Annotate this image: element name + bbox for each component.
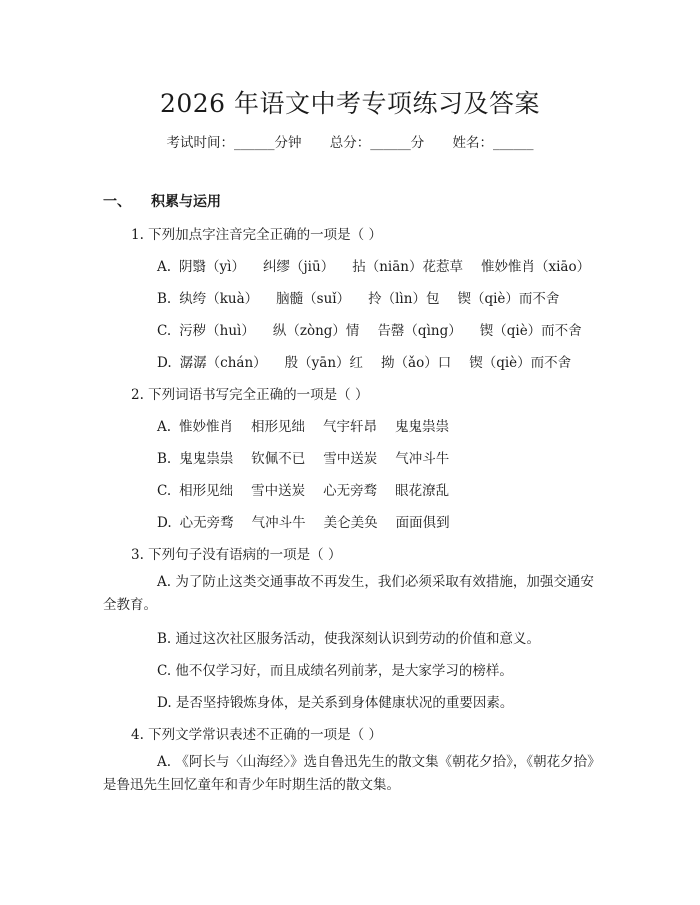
section-title: 积累与运用 [151, 194, 221, 210]
option-letter: C. [157, 483, 172, 499]
option-letter: B. [157, 291, 172, 307]
option-word: 阴翳（yì） [179, 259, 245, 275]
option-word: 气宇轩昂 [323, 419, 378, 435]
option-letter: C. [157, 323, 172, 339]
question-4-stem: 4. 下列文学常识表述不正确的一项是（ ） [131, 727, 382, 743]
question-2-option-b [157, 447, 449, 467]
option-word: 拗（ǎo）口 [381, 355, 452, 371]
question-1-option-b [157, 287, 559, 307]
question-4-option-a: A. 《阿长与〈山海经〉》选自鲁迅先生的散文集《朝花夕拾》，《朝花夕拾》是鲁迅先生回忆童年和青少年时期生活的散文集。 [103, 754, 594, 793]
option-word: 惟妙惟肖 [179, 419, 234, 435]
question-2-stem: 2. 下列词语书写完全正确的一项是（ ） [131, 387, 369, 403]
option-word: 纵（zòng）情 [272, 323, 360, 339]
option-word: 脑髓（suǐ） [276, 291, 351, 307]
option-word: 气冲斗牛 [395, 451, 450, 467]
option-letter: B. [157, 451, 172, 467]
option-word: 眼花潦乱 [395, 483, 450, 499]
option-word: 纠缪（jiū） [263, 259, 335, 275]
option-word: 相形见绌 [251, 419, 306, 435]
option-letter: D. [157, 515, 172, 531]
option-word: 鬼鬼祟祟 [395, 419, 450, 435]
question-3-option-a: A. 为了防止这类交通事故不再发生，我们必须采取有效措施，加强交通安全教育。 [103, 574, 594, 613]
question-1-option-d [157, 351, 571, 371]
option-word: 拈（niān）花惹草 [352, 259, 463, 275]
option-word: 潺潺（chán） [179, 355, 267, 371]
option-word: 鬼鬼祟祟 [179, 451, 234, 467]
exam-info [0, 131, 700, 151]
option-word: 污秽（huì） [179, 323, 255, 339]
option-word: 锲（qiè）而不舍 [479, 323, 582, 339]
option-word: 心无旁骛 [323, 483, 378, 499]
question-2-option-d [157, 511, 450, 531]
option-word: 锲（qiè）而不舍 [457, 291, 560, 307]
section-number: 一、 [103, 194, 131, 210]
question-1-option-c [157, 319, 582, 339]
option-word: 告罄（qìng） [377, 323, 462, 339]
question-2-option-c [157, 479, 449, 499]
option-word: 纨绔（kuà） [179, 291, 259, 307]
question-3-option-b: B. 通过这次社区服务活动，使我深刻认识到劳动的价值和意义。 [157, 631, 541, 647]
option-word: 美仑美奂 [323, 515, 378, 531]
page-title: 2026 年语文中考专项练习及答案 [159, 89, 541, 118]
option-word: 锲（qiè）而不舍 [469, 355, 572, 371]
option-word: 雪中送炭 [323, 451, 378, 467]
option-word: 惟妙惟肖（xiāo） [480, 259, 591, 275]
option-word: 拎（lìn）包 [368, 291, 440, 307]
student-name: 姓名：______ [452, 135, 534, 151]
option-word: 钦佩不已 [251, 451, 306, 467]
option-word: 雪中送炭 [251, 483, 306, 499]
option-letter: A. [157, 259, 172, 275]
question-1-option-a [157, 255, 590, 275]
option-word: 相形见绌 [179, 483, 234, 499]
exam-time: 考试时间：______分钟 [166, 135, 302, 151]
option-word: 殷（yān）红 [284, 355, 364, 371]
question-3-option-d: D. 是否坚持锻炼身体，是关系到身体健康状况的重要因素。 [157, 695, 514, 711]
total-score: 总分：______分 [329, 135, 425, 151]
question-2-option-a [157, 415, 449, 435]
question-1-stem: 1. 下列加点字注音完全正确的一项是（ ） [131, 227, 382, 243]
question-3-option-c: C. 他不仅学习好，而且成绩名列前茅，是大家学习的榜样。 [157, 663, 513, 679]
option-word: 面面俱到 [395, 515, 450, 531]
option-letter: D. [157, 355, 172, 371]
option-letter: A. [157, 419, 172, 435]
option-word: 气冲斗牛 [251, 515, 306, 531]
section-heading [103, 191, 221, 211]
question-3-stem: 3. 下列句子没有语病的一项是（ ） [131, 547, 342, 563]
option-word: 心无旁骛 [179, 515, 234, 531]
